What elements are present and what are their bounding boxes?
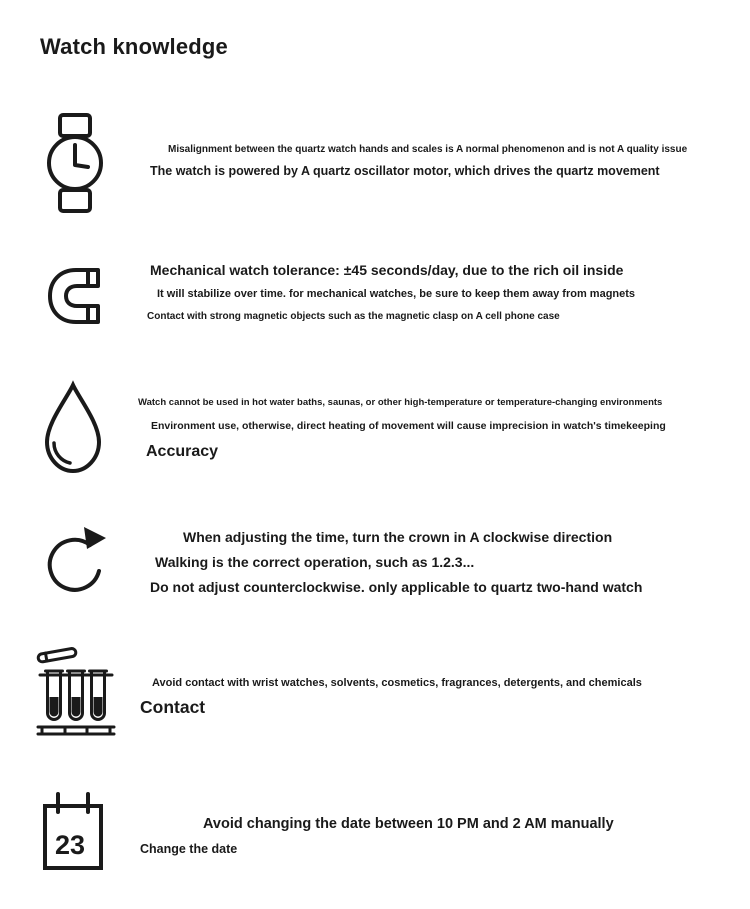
wristwatch-icon [44, 112, 106, 214]
section-magnetism-text [140, 262, 635, 331]
rotate-clockwise-icon [44, 519, 110, 603]
text-line: Misalignment between the quartz watch hands and scales is A normal phenomenon and is not A quality issue [168, 144, 688, 155]
test-tubes-icon [36, 641, 116, 741]
section-quartz-movement-text [140, 144, 687, 187]
text-line: Contact with strong magnetic objects such as the magnetic clasp on A cell phone case [147, 310, 560, 322]
text-line: Environment use, otherwise, direct heating of movement will cause imprecision in watch's timekeeping [151, 420, 666, 433]
water-drop-icon [38, 380, 108, 478]
section-contact-text [140, 677, 642, 726]
text-line: Change the date [140, 842, 238, 857]
calendar-icon [42, 790, 104, 872]
text-line: Do not adjust counterclockwise. only applicable to quartz two-hand watch [150, 578, 643, 595]
magnet-icon [42, 262, 108, 334]
text-line: Avoid contact with wrist watches, solvents, cosmetics, fragrances, detergents, and chemicals [152, 677, 642, 689]
section-date-change-text [140, 816, 614, 865]
text-line: Mechanical watch tolerance: ±45 seconds/day, due to the rich oil inside [150, 262, 624, 278]
text-line: The watch is powered by A quartz oscillator motor, which drives the quartz movement [150, 164, 660, 178]
section-accuracy-text [138, 397, 666, 469]
text-line: When adjusting the time, turn the crown in A clockwise direction [183, 529, 613, 545]
text-line: It will stabilize over time. for mechanical watches, be sure to keep them away from magnets [157, 287, 636, 300]
text-line: Accuracy [146, 442, 219, 460]
calendar-day-number: 23 [54, 830, 86, 860]
text-line: Watch cannot be used in hot water baths, saunas, or other high-temperature or temperature-changing environments [138, 397, 663, 408]
text-line: Avoid changing the date between 10 PM and 2 AM manually [203, 816, 614, 832]
text-line: Contact [140, 697, 206, 718]
page-title: Watch knowledge [40, 34, 228, 59]
text-line: Walking is the correct operation, such as 1.2.3... [155, 553, 475, 570]
section-time-adjustment-text [140, 529, 642, 603]
